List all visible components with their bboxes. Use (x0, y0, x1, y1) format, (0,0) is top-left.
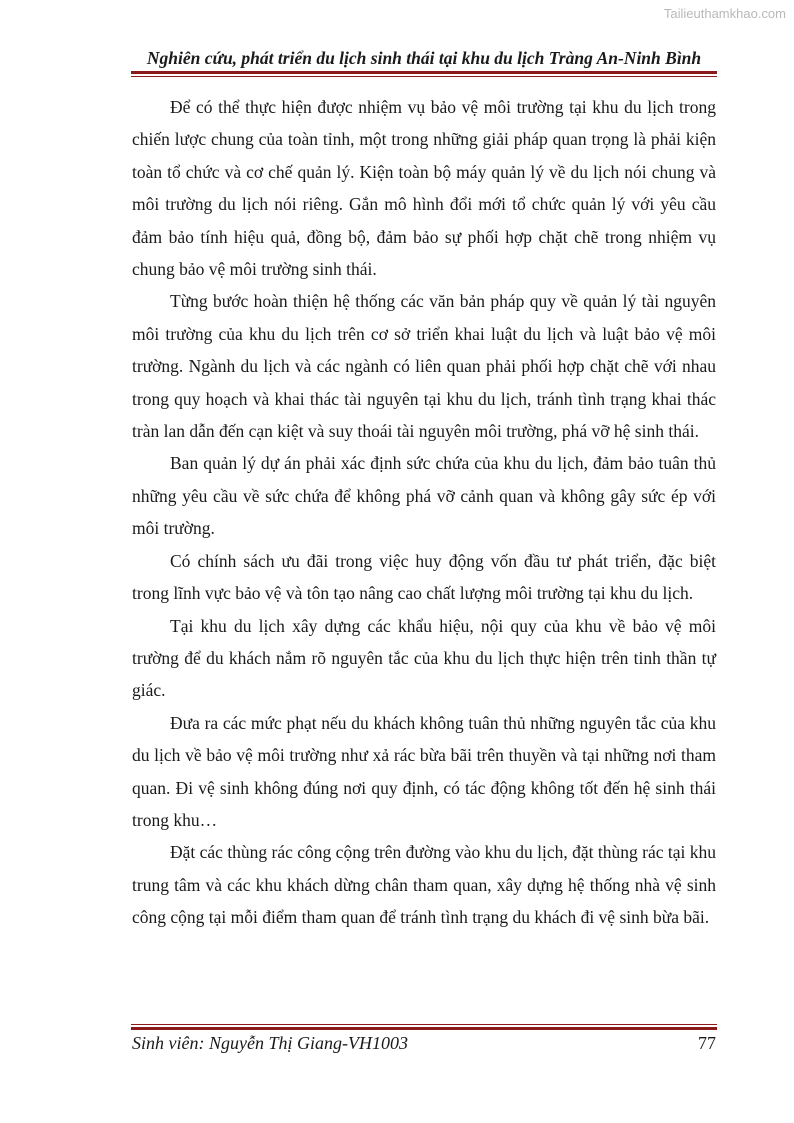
paragraph: Để có thể thực hiện được nhiệm vụ bảo vệ môi trường tại khu du lịch trong chiến lược chung của toàn tỉnh, một trong những giải pháp quan trọng là phải kiện toàn tổ chức và cơ chế quản lý. Kiện toàn bộ máy quản lý về du lịch nói chung và môi trường du lịch nói riêng. Gắn mô hình đổi mới tổ chức quản lý với yêu cầu đảm bảo tính hiệu quả, đồng bộ, đảm bảo sự phối hợp chặt chẽ trong nhiệm vụ chung bảo vệ môi trường sinh thái. (132, 97, 716, 280)
paragraph: Có chính sách ưu đãi trong việc huy động vốn đầu tư phát triển, đặc biệt trong lĩnh vực bảo vệ và tôn tạo nâng cao chất lượng môi trường tại khu du lịch. (132, 550, 716, 604)
paragraph: Ban quản lý dự án phải xác định sức chứa của khu du lịch, đảm bảo tuân thủ những yêu cầu về sức chứa để không phá vỡ cảnh quan và không gây sức ép với môi trường. (132, 453, 716, 539)
paragraph: Đưa ra các mức phạt nếu du khách không tuân thủ những nguyên tắc của khu du lịch về bảo vệ môi trường như xả rác bừa bãi trên thuyền và tại những nơi tham quan. Đi vệ sinh không đúng nơi quy định, có tác động không tốt đến hệ sinh thái trong khu… (132, 712, 716, 830)
watermark: Tailieuthamkhao.com (663, 6, 786, 21)
paragraph: Từng bước hoàn thiện hệ thống các văn bản pháp quy về quản lý tài nguyên môi trường của khu du lịch trên cơ sở triển khai luật du lịch và luật bảo vệ môi trường. Ngành du lịch và các ngành có liên quan phải phối hợp chặt chẽ với nhau trong quy hoạch và khai thác tài nguyên tại khu du lịch, tránh tình trạng khai thác tràn lan dẫn đến cạn kiệt và suy thoái tài nguyên môi trường, phá vỡ hệ sinh thái. (132, 291, 716, 442)
page-header-title: Nghiên cứu, phát triển du lịch sinh thái tại khu du lịch Tràng An-Ninh Bình (146, 48, 702, 68)
footer-author: Sinh viên: Nguyễn Thị Giang-VH1003 (132, 1033, 408, 1053)
footer-divider (131, 1024, 717, 1030)
paragraph: Đặt các thùng rác công cộng trên đường vào khu du lịch, đặt thùng rác tại khu trung tâm và các khu khách dừng chân tham quan, xây dựng hệ thống nhà vệ sinh công cộng tại mỗi điểm tham quan để tránh tình trạng du khách đi vệ sinh bừa bãi. (132, 842, 717, 928)
document-body (132, 91, 716, 934)
paragraph: Tại khu du lịch xây dựng các khẩu hiệu, nội quy của khu về bảo vệ môi trường để du khách nắm rõ nguyên tắc của khu du lịch thực hiện trên tinh thần tự giác. (132, 615, 716, 701)
header-divider (131, 71, 717, 77)
page-number: 77 (698, 1033, 716, 1053)
